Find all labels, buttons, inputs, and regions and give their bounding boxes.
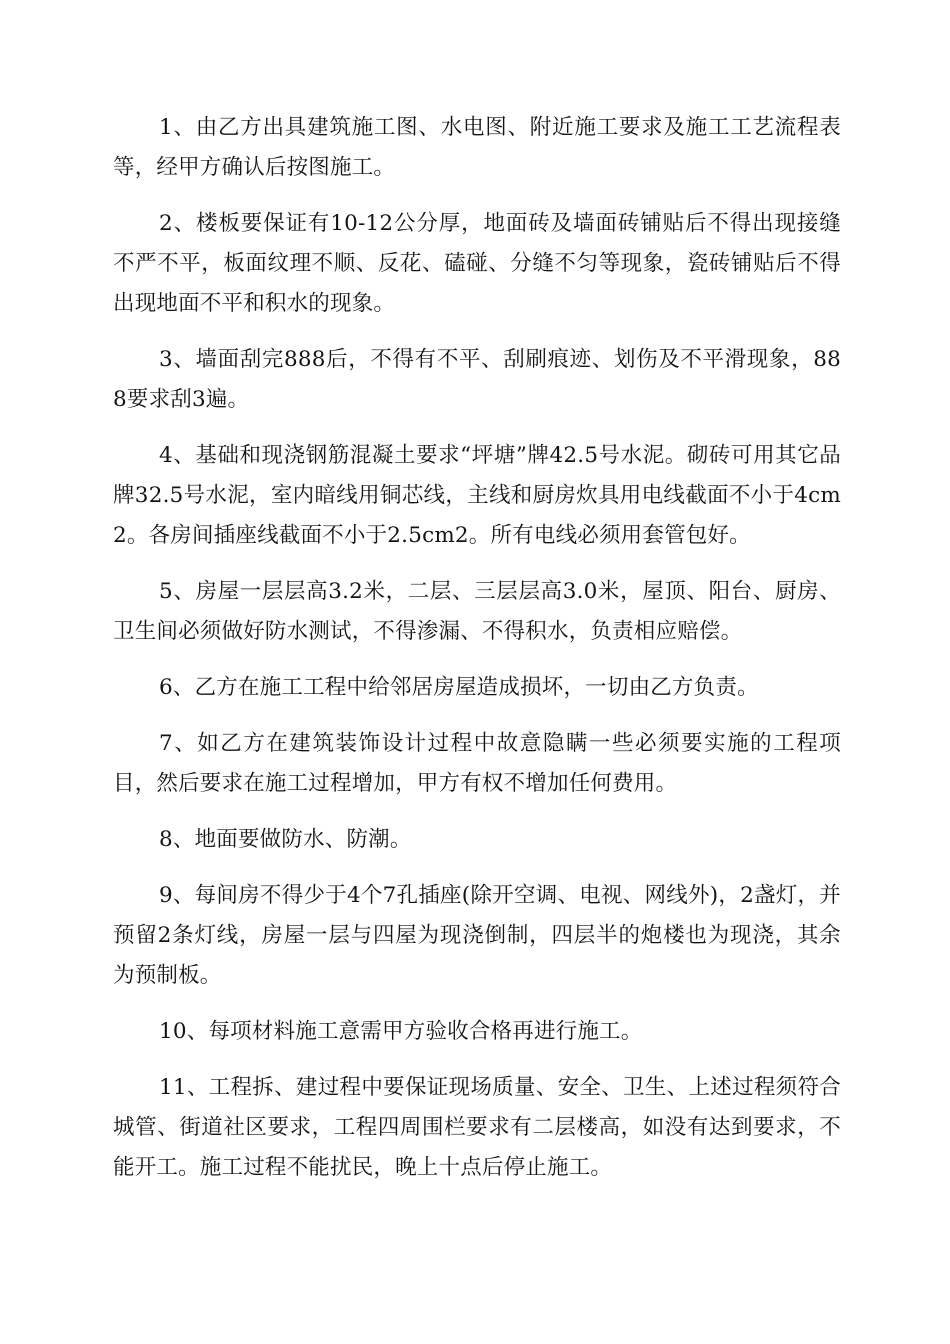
clause-6: 6、乙方在施工工程中给邻居房屋造成损坏，一切由乙方负责。 <box>159 675 759 700</box>
clause-10: 10、每项材料施工意需甲方验收合格再进行施工。 <box>159 1019 643 1044</box>
clause-2: 2、楼板要保证有10-12公分厚，地面砖及墙面砖铺贴后不得出现接缝不严不平，板面纹理不顺、反花、磕碰、分缝不匀等现象，瓷砖铺贴后不得出现地面不平和积水的现象。 <box>113 211 841 316</box>
clause-7: 7、如乙方在建筑装饰设计过程中故意隐瞒一些必须要实施的工程项目，然后要求在施工过程增加，甲方有权不增加任何费用。 <box>113 731 841 796</box>
clause-11: 11、工程拆、建过程中要保证现场质量、安全、卫生、上述过程须符合城管、街道社区要求，工程四周围栏要求有二层楼高，如没有达到要求，不能开工。施工过程不能扰民，晚上十点后停止施工。 <box>113 1075 841 1180</box>
clause-9: 9、每间房不得少于4个7孔插座(除开空调、电视、网线外)，2盏灯，并预留2条灯线，房屋一层与四屋为现浇倒制，四层半的炮楼也为现浇，其余为预制板。 <box>113 883 841 988</box>
clause-4: 4、基础和现浇钢筋混凝土要求“坪塘”牌42.5号水泥。砌砖可用其它品牌32.5号水泥，室内暗线用铜芯线，主线和厨房炊具用电线截面不小于4cm2。各房间插座线截面不小于2.5cm2。所有电线必须用套管包好。 <box>113 443 841 548</box>
clause-3: 3、墙面刮完888后，不得有不平、刮刷痕迹、划伤及不平滑现象，888要求刮3遍。 <box>113 347 841 412</box>
clause-1: 1、由乙方出具建筑施工图、水电图、附近施工要求及施工工艺流程表等，经甲方确认后按图施工。 <box>113 115 841 180</box>
document-body <box>113 108 841 1204</box>
clause-8: 8、地面要做防水、防潮。 <box>159 827 412 852</box>
clause-5: 5、房屋一层层高3.2米，二层、三层层高3.0米，屋顶、阳台、厨房、卫生间必须做好防水测试，不得渗漏、不得积水，负责相应赔偿。 <box>113 579 841 644</box>
